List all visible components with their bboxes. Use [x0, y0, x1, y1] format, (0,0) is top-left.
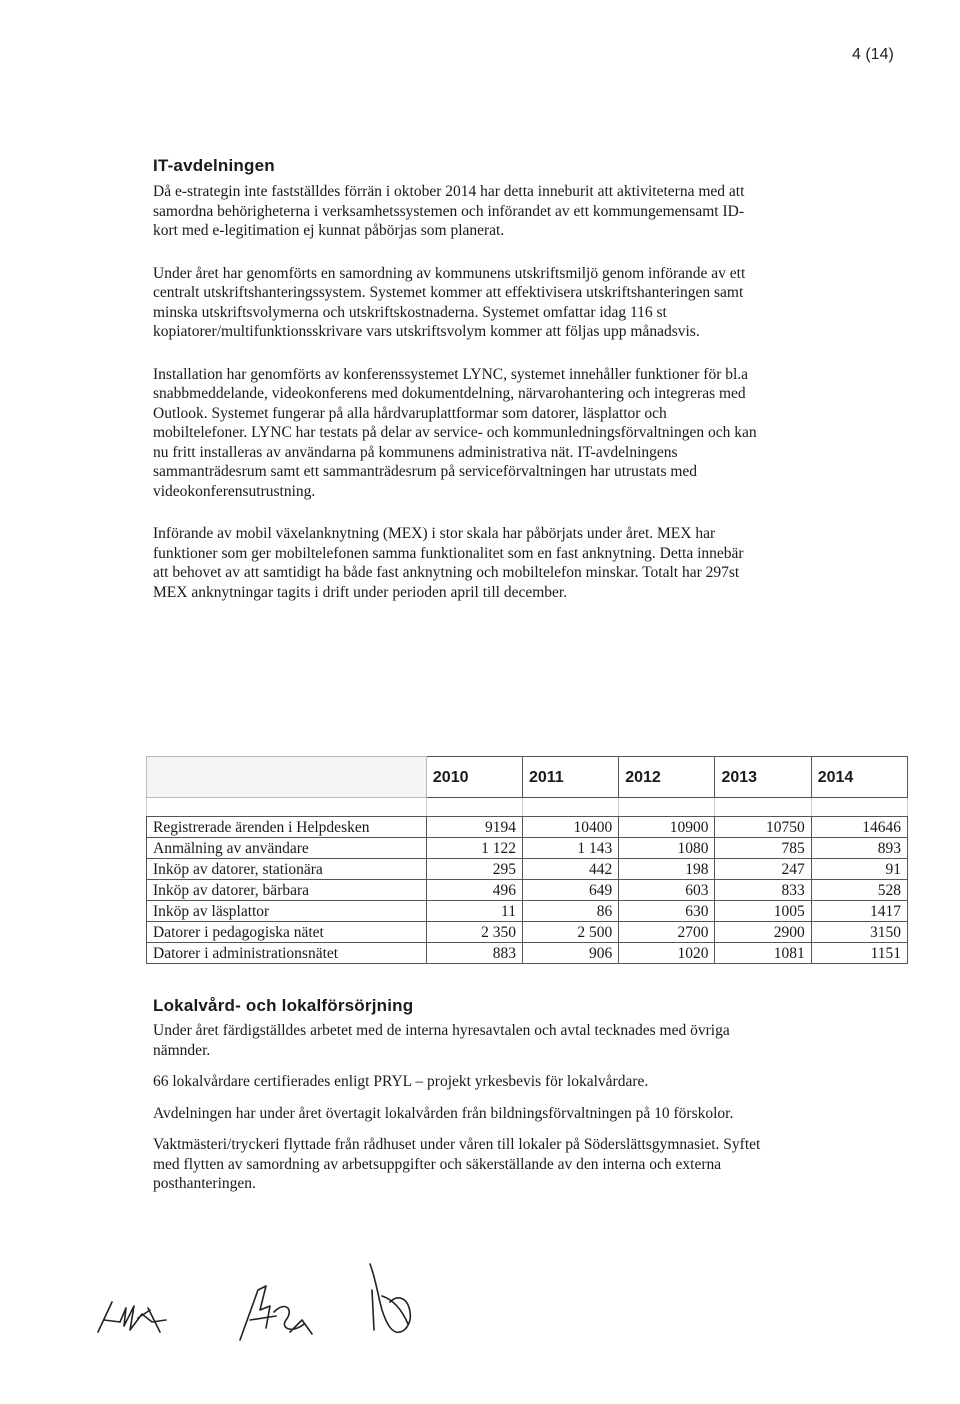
paragraph: Då e-strategin inte fastställdes förrän i oktober 2014 har detta inneburit att aktiviteterna med att samordna behörigheterna i verksamhetssystemen och införandet av ett kommungemensamt ID-kort med e-legitimation ej kunnat påbörjas som planerat.	[153, 183, 745, 239]
paragraph: Avdelningen har under året övertagit lokalvården från bildningsförvaltningen på 10 förskolor.	[153, 1104, 734, 1122]
table-cell: 1 122	[426, 838, 522, 859]
table-cell: 603	[619, 880, 715, 901]
table-row	[147, 817, 908, 838]
section-heading-it: IT-avdelningen	[153, 156, 275, 175]
signature-1	[98, 1302, 166, 1332]
table-cell: 198	[619, 859, 715, 880]
table-row	[147, 922, 908, 943]
table-row	[147, 943, 908, 964]
table-cell: 2900	[715, 922, 811, 943]
table-cell: 91	[811, 859, 907, 880]
table-cell: 14646	[811, 817, 907, 838]
row-label: Inköp av datorer, bärbara	[147, 880, 427, 901]
lokalvard-section	[153, 996, 763, 1206]
row-label: Inköp av datorer, stationära	[147, 859, 427, 880]
table-cell: 9194	[426, 817, 522, 838]
table-row	[147, 880, 908, 901]
table-row	[147, 901, 908, 922]
signature-2	[240, 1286, 312, 1340]
table-spacer-row	[147, 798, 908, 817]
table-cell: 10900	[619, 817, 715, 838]
paragraph: Införande av mobil växelanknytning (MEX) i stor skala har påbörjats under året. MEX har funktioner som ger mobiltelefonen samma funktionalitet som en fast anknytning. Detta innebär att behovet av att samtidigt ha både fast anknytning och mobiltelefon minskar. Totalt har 297st MEX anknytningar tagits i drift under perioden april till december.	[153, 525, 744, 601]
it-section	[153, 156, 758, 625]
row-label: Datorer i pedagogiska nätet	[147, 922, 427, 943]
page-number: 4 (14)	[852, 46, 894, 63]
table-cell: 2 350	[426, 922, 522, 943]
signatures	[90, 1250, 530, 1350]
table-header-blank	[147, 757, 427, 798]
table-cell: 496	[426, 880, 522, 901]
table-cell: 2 500	[522, 922, 618, 943]
section-heading-lokalvard: Lokalvård- och lokalförsörjning	[153, 996, 414, 1015]
table-cell: 10400	[522, 817, 618, 838]
row-label: Registrerade ärenden i Helpdesken	[147, 817, 427, 838]
table-cell: 1 143	[522, 838, 618, 859]
table-cell: 1020	[619, 943, 715, 964]
year-header: 2010	[426, 757, 522, 798]
table-cell: 630	[619, 901, 715, 922]
table-cell: 883	[426, 943, 522, 964]
table-cell: 649	[522, 880, 618, 901]
paragraph: Under året färdigställdes arbetet med de interna hyresavtalen och avtal tecknades med övriga nämnder.	[153, 1022, 730, 1059]
table-cell: 1005	[715, 901, 811, 922]
row-label: Inköp av läsplattor	[147, 901, 427, 922]
table-cell: 528	[811, 880, 907, 901]
paragraph: Under året har genomförts en samordning av kommunens utskriftsmiljö genom införande av ett centralt utskriftshanteringssystem. Systemet kommer att effektivisera utskriftshanteringen samt minska utskriftsvolymerna och utskriftskostnaderna. Systemet omfattar idag 116 st kopiatorer/multifunktionsskrivare vars utskriftsvolym kommer att följas upp månadsvis.	[153, 264, 746, 340]
table-cell: 1081	[715, 943, 811, 964]
signature-3	[370, 1264, 410, 1332]
table-cell: 893	[811, 838, 907, 859]
row-label: Datorer i administrationsnätet	[147, 943, 427, 964]
paragraph: Installation har genomförts av konferenssystemet LYNC, systemet innehåller funktioner för bl.a snabbmeddelande, videokonferens med dokumentdelning, närvarohantering och integreras med Outlook. Systemet fungerar på alla hårdvaruplattformar som datorer, läsplattor och mobiltelefoner. LYNC har testats på delar av service- och kommunledningsförvaltningen och kan nu fritt installeras av användarna på kommunens administrativa nät. IT-avdelningens sammanträdesrum samt ett sammanträdesrum på serviceförvaltningen har utrustats med videokonferensutrustning.	[153, 365, 757, 500]
table-cell: 833	[715, 880, 811, 901]
table-cell: 906	[522, 943, 618, 964]
table-cell: 86	[522, 901, 618, 922]
paragraph: Vaktmästeri/tryckeri flyttade från rådhuset under våren till lokaler på Söderslättsgymnasiet. Syftet med flytten av samordning av arbetsuppgifter och säkerställande av den interna och externa posthanteringen.	[153, 1136, 761, 1192]
table-cell: 247	[715, 859, 811, 880]
table-row	[147, 859, 908, 880]
year-header: 2013	[715, 757, 811, 798]
table-cell: 1151	[811, 943, 907, 964]
table-cell: 442	[522, 859, 618, 880]
table-cell: 785	[715, 838, 811, 859]
paragraph: 66 lokalvårdare certifierades enligt PRYL – projekt yrkesbevis för lokalvårdare.	[153, 1073, 649, 1090]
table-cell: 11	[426, 901, 522, 922]
table-cell: 1080	[619, 838, 715, 859]
it-statistics-table	[146, 756, 908, 964]
row-label: Anmälning av användare	[147, 838, 427, 859]
handwritten-signatures	[90, 1250, 530, 1350]
year-header: 2011	[522, 757, 618, 798]
year-header: 2014	[811, 757, 907, 798]
table-cell: 10750	[715, 817, 811, 838]
year-header: 2012	[619, 757, 715, 798]
table-header-row	[147, 757, 908, 798]
table-cell: 2700	[619, 922, 715, 943]
table-cell: 3150	[811, 922, 907, 943]
table-cell: 295	[426, 859, 522, 880]
table-row	[147, 838, 908, 859]
table-cell: 1417	[811, 901, 907, 922]
